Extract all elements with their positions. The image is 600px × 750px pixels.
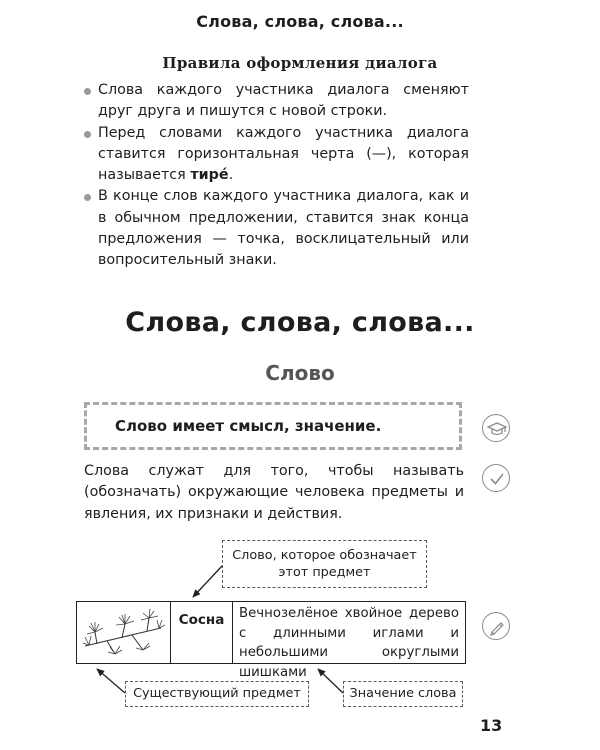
rule-item [84,80,469,123]
bullet-icon [84,131,91,138]
running-header: Слова, слова, слова... [196,12,404,31]
rule-text: В конце слов каждого участника диалога, как и в обычном предложении, ставится знак конца предложения — точка, восклицательный или вопросительный знаки. [98,188,469,269]
example-meaning: Вечнозелёное хвойное дерево с длинными иглами и небольшими округлыми шишками [239,606,459,680]
rule-term: тире́ [190,167,229,184]
example-table [76,601,466,680]
definition-text: Слово имеет смысл, значение. [115,417,382,435]
rule-text-end: . [228,167,234,184]
rule-item [84,186,469,271]
callout-word: Слово, которое обозначает этот предмет [222,540,427,588]
bullet-icon [84,88,91,95]
arrow-to-meaning [318,669,343,693]
section-title: Слова, слова, слова... [125,307,475,338]
rules-title: Правила оформления диалога [162,54,438,72]
graduation-cap-icon [482,414,510,442]
pine-branch-image [77,602,171,663]
pencil-icon [482,612,510,640]
checkmark-icon [482,464,510,492]
arrow-to-image [97,669,125,693]
callout-meaning: Значение слова [343,681,463,707]
subsection-title: Слово [265,361,335,385]
example-word: Сосна [171,602,233,663]
rule-text: Перед словами каждого участника диалога ставится горизонтальная черта (—), которая называется [98,124,469,184]
rules-list [84,80,469,272]
bullet-icon [84,194,91,201]
rule-item [84,123,469,187]
definition-box [84,402,462,450]
word-paragraph: Слова служат для того, чтобы называть (обозначать) окружающие человека предметы и явления, их признаки и действия. [84,463,464,522]
rule-text: Слова каждого участника диалога сменяют друг друга и пишутся с новой строки. [98,82,469,120]
arrow-to-word [193,566,222,597]
callout-object: Существующий предмет [125,681,309,707]
page-number: 13 [480,716,503,735]
